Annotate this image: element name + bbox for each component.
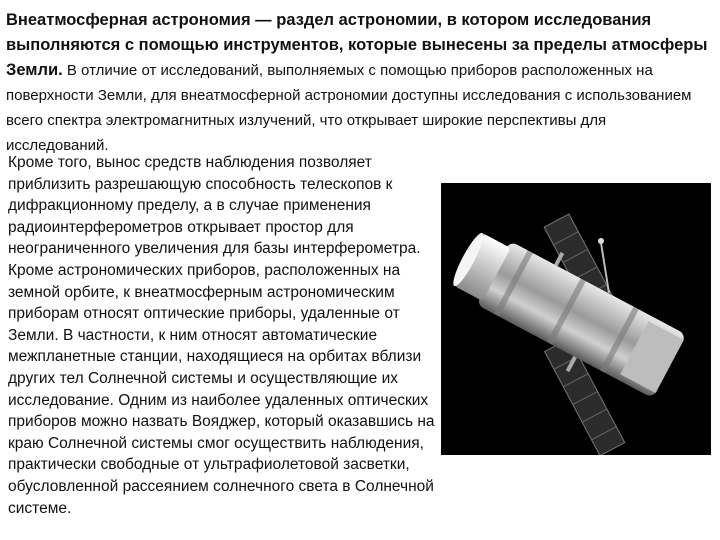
intro-rest: В отличие от исследований, выполняемых с помощью приборов расположенных на поверхности Земли, для внеатмосферной астрономии доступны исследования с использованием всего спектра электромагнитных излучений, что открывает широкие перспективы для исследований. bbox=[6, 62, 692, 154]
body-paragraph: Кроме того, вынос средств наблюдения позволяет приблизить разрешающую способность телескопов к дифракционному пределу, а в случае применения радиоинтерферометров открывает простор для неограниченного увеличения для базы интерферометра. Кроме астрономических приборов, расположенных на земной орбите, к внеатмосферным астрономическим приборам относят оптические приборы, удаленные от Земли. В частности, к ним относят автоматические межпланетные станции, находящиеся на орбитах вблизи других тел Солнечной системы и осуществляющие их исследование. Одним из наиболее удаленных оптических приборов можно назвать Вояджер, который оказавшись на краю Солнечной системы смог осуществить наблюдения, практически свободные от ультрафиолетовой засветки, обусловленной рассеянием солнечного света в Солнечной системе. bbox=[8, 154, 435, 517]
intro-lead: Внеатмосферная астрономия — раздел астрономии, в котором исследования выполняются с помощью инструментов, которые вынесены за пределы атмосферы Земли. bbox=[6, 11, 708, 79]
intro-paragraph bbox=[6, 8, 712, 158]
telescope-photo bbox=[441, 183, 711, 455]
space-telescope-icon bbox=[441, 183, 711, 455]
